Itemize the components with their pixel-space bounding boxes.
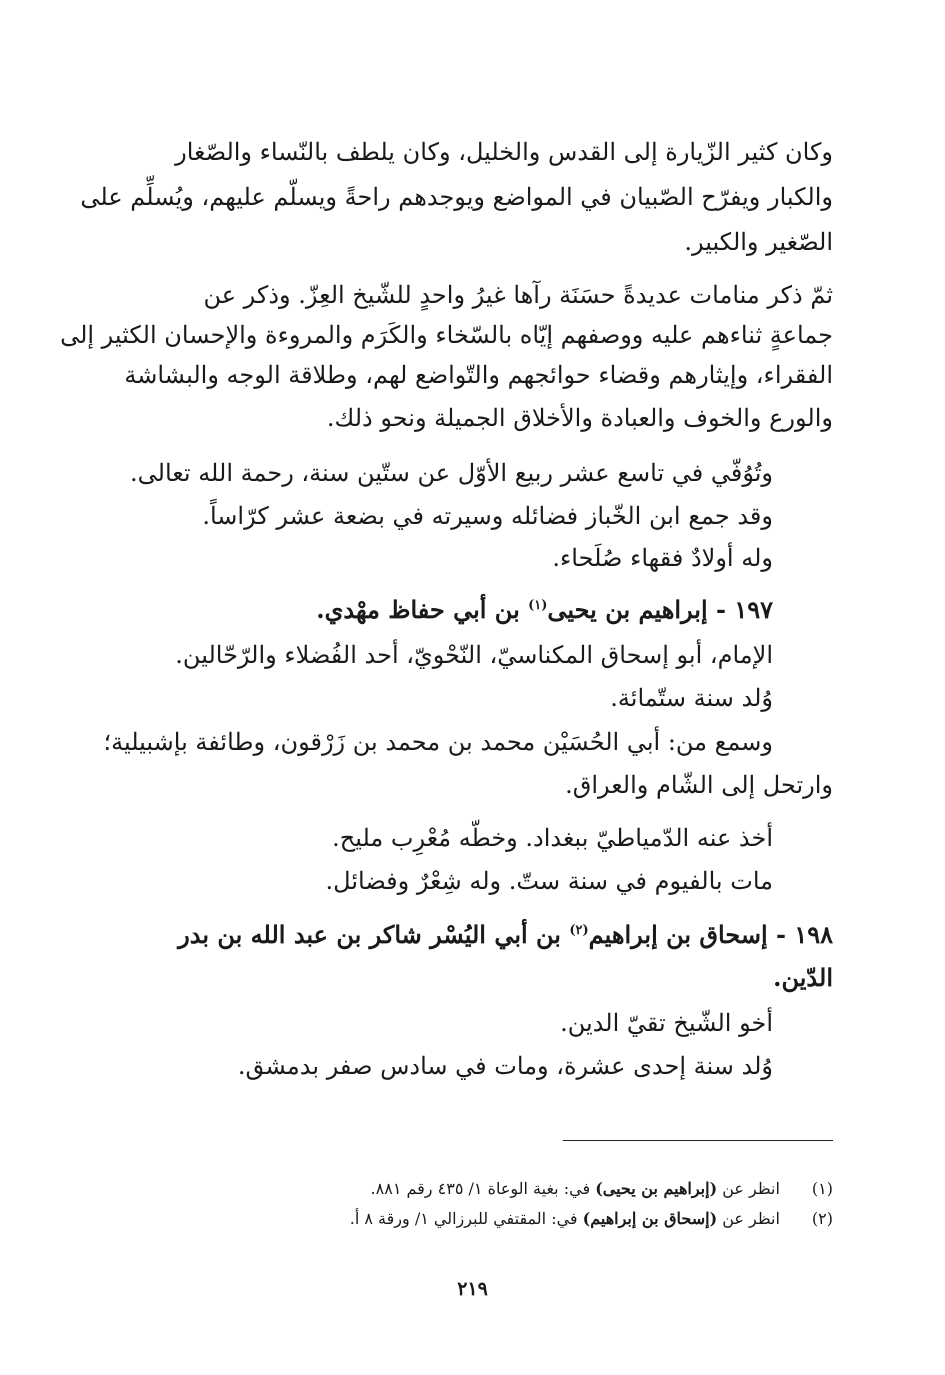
text-line: وُلد سنة ستّمائة. [610,684,773,712]
footnote-number: (١) [811,1179,833,1198]
entry-number: ١٩٨ - [776,920,833,949]
footnote-prefix: انظر عن [722,1209,780,1228]
text-line: والورع والخوف والعبادة والأخلاق الجميلة ونحو ذلك. [326,404,833,432]
entry-lineage: بن أبي حفاظ مهْدي. [316,595,520,624]
text-line: وُلد سنة إحدى عشرة، ومات في سادس صفر بدمشق. [237,1052,773,1080]
text-line: وقد جمع ابن الخّباز فضائله وسيرته في بضعة عشر كرّاساً. [202,502,773,530]
footnote-ref: (٢) [569,923,589,938]
text-line: ثمّ ذكر منامات عديدةً حسَنَة رآها غيرُ واحدٍ للشّيخ العِزّ. وذكر عن [203,281,833,309]
text-line: وتُوُفّي في تاسع عشر ربيع الأوّل عن ستّين سنة، رحمة الله تعالى. [130,459,773,487]
entry-number: ١٩٧ - [716,595,773,624]
entry-name: إسحاق بن إبراهيم [588,920,768,949]
footnote-source: في: المقتفي للبرزالي ١/ ورقة ٨ أ. [349,1209,578,1228]
text-line: جماعةٍ ثناءهم عليه ووصفهم إيّاه بالسّخاء والكَرَم والمروءة والإحسان الكثير إلى [60,321,833,349]
text-line: الصّغير والكبير. [684,228,833,256]
text-line: مات بالفيوم في سنة ستّ. وله شِعْرٌ وفضائل. [325,867,773,895]
footnote-subject: (إسحاق بن إبراهيم) [582,1209,718,1228]
entry-lineage: بن أبي اليُسْر شاكر بن عبد الله بن بدر [178,920,561,949]
entry-heading-198 [178,920,833,950]
text-line: الفقراء، وإيثارهم وقضاء حوائجهم والتّواضع لهم، وطلاقة الوجه والبشاشة [124,361,833,389]
page-number: ٢١٩ [457,1278,488,1300]
footnote-number: (٢) [811,1209,833,1228]
text-line: وارتحل إلى الشّام والعراق. [565,771,833,799]
entry-name: إبراهيم بن يحيى [547,595,708,624]
footnote [371,1178,833,1200]
footnote-prefix: انظر عن [722,1179,780,1198]
text-line: والكبار ويفرّح الصّبيان في المواضع ويوجدهم راحةً ويسلّم عليهم، ويُسلِّم على [80,183,833,211]
text-line: وكان كثير الزّيارة إلى القدس والخليل، وكان يلطف بالنّساء والصّغار [175,138,833,166]
footnote-ref: (١) [528,598,548,613]
text-line: أخو الشّيخ تقيّ الدين. [560,1009,773,1037]
text-line: أخذ عنه الدّمياطيّ ببغداد. وخطّه مُعْرِب مليح. [332,824,773,852]
footnote-source: في: بغية الوعاة ١/ ٤٣٥ رقم ٨٨١. [370,1179,591,1198]
entry-heading-197 [316,595,773,625]
text-line: الإمام، أبو إسحاق المكناسيّ، النّحْويّ، أحد الفُضلاء والرّحّالين. [175,641,773,669]
text-line: وسمع من: أبي الحُسَيْن محمد بن محمد بن زَرْقون، وطائفة بإشبيلية؛ [103,728,773,756]
entry-heading-198-cont: الدّين. [773,963,833,992]
text-line: وله أولادٌ فقهاء صُلَحاء. [552,544,773,572]
footnote-subject: (إبراهيم بن يحيى) [595,1179,718,1198]
footnote-separator [563,1140,833,1141]
footnote [350,1208,833,1230]
